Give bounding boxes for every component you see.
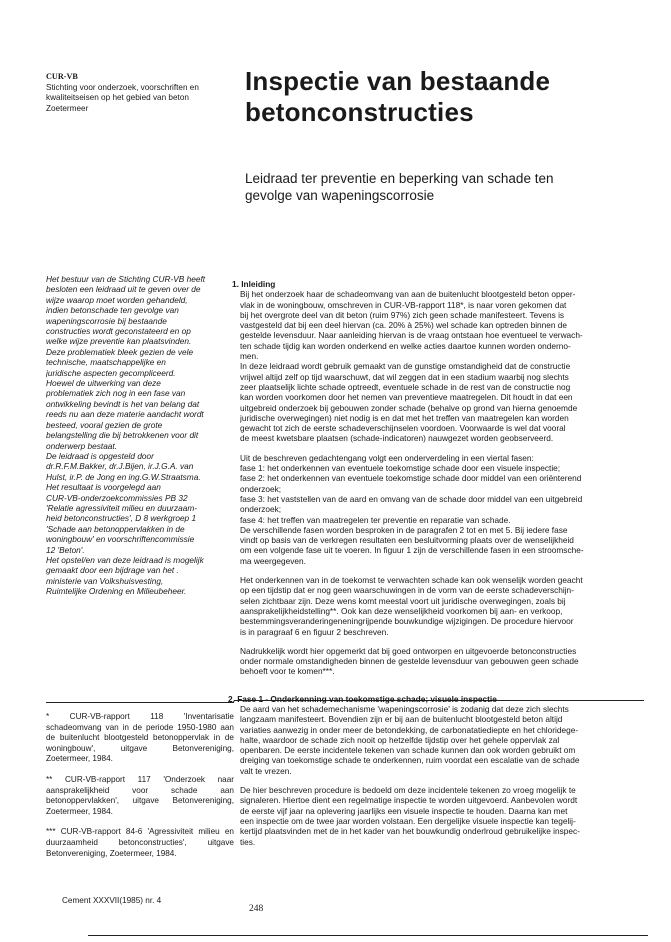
text-line: Hulst, ir.P. de Jong en ing.G.W.Straatsma. [46, 471, 201, 482]
text-line: heid betonconstructies', D 8 werkgroep 1 [46, 513, 197, 524]
text-line: vrijwel altijd zelf op tijd waarschuwt, dat wil zeggen dat in een stadium waarbij nog slechts [240, 371, 569, 382]
text-line: is in paragraaf 6 en figuur 2 beschreven. [240, 626, 389, 637]
text-line: 'Schade aan betonoppervlakken in de [46, 523, 185, 534]
text-line: De leidraad is opgesteld door [46, 450, 154, 461]
text-line: bestemmingsveranderingeneningrijpende bouwkundige wijzigingen. De procedure hiervoor [240, 616, 574, 627]
summary-lines [46, 274, 234, 597]
text-line: vastgesteld dat bij een deel hiervan (ca. 20% à 25%) wel schade kan optreden binnen de [240, 320, 568, 331]
text-line: De hier beschreven procedure is bedoeld om deze incidentele tekenen zo vroeg mogelijk te [240, 785, 576, 796]
text-line: juridische overwegingen) niet nodig is en dat met het treffen van maatregelen kan worden [240, 412, 569, 423]
title-line: betonconstructies [245, 97, 474, 127]
text-line: bij het overgrote deel van dit beton (ruim 97%) zich geen schade manifesteert. Tevens is [240, 309, 565, 320]
text-line: langzaam manifesteert. Bovendien zijn er bij aan de buitenlucht blootgesteld beton altijd [240, 714, 563, 725]
text-line: gewacht tot zich de eerste schadeverschijnselen voordoen. Voorwaarde is wel dat vooral [240, 423, 566, 434]
page-number: 248 [249, 904, 264, 914]
text-line: problematiek zich nog in een fase van [46, 388, 186, 399]
text-line: de meest kwetsbare plaatsen (schade-indicatoren) nauwgezet worden geobserveerd. [240, 433, 554, 444]
subtitle-line: Leidraad ter preventie en beperking van schade ten [245, 171, 554, 186]
text-line: In deze leidraad wordt gebruik gemaakt van de gunstige omstandigheid dat de constructie [240, 361, 571, 372]
summary-block [46, 274, 234, 597]
text-line: ten schade tijdig kan worden onderkend en welke acties daartoe kunnen worden onderno- [240, 340, 571, 351]
title-line: Inspectie van bestaande [245, 66, 551, 96]
text-line: Nadrukkelijk wordt hier opgemerkt dat bij goed ontworpen en uitgevoerde betonconstructies [240, 645, 577, 656]
text-line: welke wijze preventie kan plaatsvinden. [46, 336, 192, 347]
text-line: dreiging van toekomstige schade te onderkennen, ruim voordat een escalatie van de schade [240, 755, 580, 766]
text-line: openbaren. De eerste incidentele tekenen van schade kunnen dan ook worden gebruikt om [240, 745, 576, 756]
text-line: onderzoek; [240, 483, 282, 494]
text-line: ministerie van Volkshuisvesting, [46, 575, 164, 586]
text-line: op een tijdstip dat er nog geen waarschuwingen in de vorm van de eerste schadeverschijn- [240, 585, 574, 596]
organization-block [46, 72, 231, 114]
text-line: gestelde levensduur. Naar aanleiding hiervan is de vraag ontstaan hoe eventueel te verwach- [240, 330, 583, 341]
text-line: valt te vrezen. [240, 765, 292, 776]
paragraph [240, 785, 638, 847]
text-line: Uit de beschreven gedachtengang volgt een onderverdeling in een viertal fasen: [240, 452, 534, 463]
text-line: indien betonschade ten gevolge van [46, 305, 179, 316]
text-line: halte, waardoor de schade zich nooit op hetzelfde tijdstip over het gehele oppervlak zal [240, 734, 560, 745]
text-line: fase 2: het onderkennen van eventuele toekomstige schade door middel van een oriënterend [240, 473, 582, 484]
text-line: Hoewel de uitwerking van deze [46, 378, 161, 389]
text-line: belangstelling die bij betrokkenen voor dit [46, 430, 199, 441]
text-line: wapeningscorrosie bij bestaande [46, 315, 167, 326]
section-heading: 1. Inleiding [232, 279, 276, 289]
footnotes [46, 712, 234, 869]
text-line: Het onderkennen van in de toekomst te verwachten schade kan ook wenselijk worden geacht [240, 575, 583, 586]
footnote: ** CUR-VB-rapport 117 'Onderzoek naar aansprakelijkheid voor schade aan betonoppervlakken', uitgave Betonvereniging, Zoetermeer, 1984. [46, 774, 234, 816]
text-line: reeds nu aan deze materie aandacht wordt [46, 409, 204, 420]
text-line: onderwerp bestaat. [46, 440, 118, 451]
text-line: 12 'Beton'. [46, 544, 85, 555]
organization-name: CUR-VB [46, 72, 78, 81]
text-line: Het bestuur van de Stichting CUR-VB heeft [46, 274, 206, 284]
text-line: kertijd plaatsvinden met de in het kader van het bouwkundig onderlroud gebruikelijke inspec- [240, 826, 580, 837]
section-heading: 2. Fase 1 - Onderkenning van toekomstige schade; visuele inspectie [228, 693, 497, 704]
organization-line: Zoetermeer [46, 103, 89, 113]
text-line: ma weergegeven. [240, 555, 306, 566]
paragraph [240, 704, 638, 776]
text-line: technische, maatschappelijke en [46, 357, 166, 368]
footer-rule [88, 935, 648, 936]
text-line: besteed, vooral gezien de grote [46, 419, 163, 430]
text-line: een inspectie om de twee jaar worden volstaan. Een dergelijke visuele inspectie kan tegelij- [240, 815, 576, 826]
notes-divider [46, 702, 234, 703]
text-line: selen zichtbaar zijn. Deze wens komt meestal voort uit juridische overwegingen, zoals bij [240, 595, 566, 606]
paragraph [240, 575, 638, 637]
text-line: CUR-VB-onderzoekcommissies PB 32 [46, 492, 188, 503]
text-line: gemaakt door een bijdrage van het . [46, 565, 179, 576]
journal-reference: Cement XXXVII(1985) nr. 4 [62, 896, 162, 905]
text-line: zeer plaatselijk lichte schade optreedt, eventuele schade in de rest van de constructie nog [240, 381, 571, 392]
text-line: De aard van het schademechanisme 'wapeningscorrosie' is zodanig dat deze zich slechts [240, 703, 569, 714]
text-line: uitgebreid onderzoek bij gebouwen zonder schade (behalve op grond van hierna genoemde [240, 402, 578, 413]
text-line: signaleren. Hiertoe dient een regelmatige inspectie te worden uitgevoerd. Aanbevolen wordt [240, 795, 578, 806]
article-subtitle [245, 170, 645, 204]
text-line: fase 1: het onderkennen van eventuele toekomstige schade door een visuele inspectie; [240, 463, 561, 474]
text-line: onderzoek; [240, 504, 282, 515]
text-line: fase 4: het treffen van maatregelen ter preventie en reparatie van schade. [240, 514, 511, 525]
paragraph [240, 289, 638, 443]
footnote: * CUR-VB-rapport 118 'Inventarisatie schadeomvang van in de periode 1950-1980 aan de buitenlucht blootgesteld betonoppervlak in de woningbouw', uitgave Betonvereniging, Zoetermeer, 1984. [46, 712, 234, 764]
organization-line: Stichting voor onderzoek, voorschriften en [46, 82, 199, 92]
text-line: men. [240, 351, 259, 362]
text-line: De verschillende fasen worden besproken in de paragrafen 2 tot en met 5. Bij iedere fase [240, 524, 568, 535]
article-title [245, 66, 645, 128]
text-line: woningbouw' en voorschriftencommissie [46, 534, 195, 545]
text-line: constructies wordt geconstateerd en op [46, 326, 191, 337]
text-line: behoeft voor te komen***. [240, 666, 335, 677]
paragraph [240, 646, 638, 677]
text-line: om een volgende fase uit te voeren. In figuur 1 zijn de verschillende fasen in een stroomsche- [240, 545, 584, 556]
footnote: *** CUR-VB-rapport 84-6 'Agressiviteit milieu en duurzaamheid betonconstructies', uitgave Betonvereniging, Zoetermeer, 1984. [46, 827, 234, 858]
text-line: kan worden voorkomen door het nemen van preventieve maatregelen. Dit houdt in dat een [240, 392, 573, 403]
text-line: ontwikkeling bevindt is het van belang dat [46, 398, 200, 409]
text-line: onder normale omstandigheden binnen de gestelde levensduur van gebouwen geen schade [240, 656, 579, 667]
text-line: Bij het onderzoek haar de schadeomvang van aan de buitenlucht blootgesteld beton opper- [240, 289, 576, 300]
subtitle-line: gevolge van wapeningscorrosie [245, 188, 435, 203]
text-line: Het opstel/en van deze leidraad is mogelijk [46, 554, 204, 565]
text-line: ties. [240, 836, 256, 847]
text-line: de eerste vijf jaar na oplevering jaarlijks een visuele inspectie te houden. Daarna kan met [240, 805, 568, 816]
text-line: dr.R.F.M.Bakker, dr.J.Bijen, ir.J.G.A. van [46, 461, 194, 472]
paragraph [240, 453, 638, 566]
text-line: variaties aanwezig in onder meer de betondekking, de carbonatatiediepte en het chloridege- [240, 724, 579, 735]
text-line: juridische aspecten gecompliceerd. [46, 367, 176, 378]
text-line: wijze waarop moet worden gehandeld, [46, 294, 188, 305]
text-line: Ruimtelijke Ordening en Milieubeheer. [46, 586, 187, 597]
text-line: aansprakelijkheidstelling**. Ook kan deze wenselijkheid voorkomen bij aan- en verkoop, [240, 605, 563, 616]
text-line: vlak in de woningbouw, omschreven in CUR-VB-rapport 118*, is naar voren gekomen dat [240, 299, 567, 310]
text-line: Deze problematiek bleek gezien de vele [46, 346, 194, 357]
text-line: fase 3: het vaststellen van de aard en omvang van de schade door middel van een uitgebreid [240, 493, 583, 504]
organization-line: kwaliteitseisen op het gebied van beton [46, 93, 189, 102]
text-line: Het resultaat is voorgelegd aan [46, 482, 161, 493]
text-line: besloten een leidraad uit te geven over de [46, 284, 201, 295]
text-line: vindt op basis van de verkregen resultaten een besluitvorming plaats over de wenselijkheid [240, 535, 574, 546]
text-line: 'Relatie agressiviteit milieu en duurzaam- [46, 502, 197, 513]
article-body [228, 279, 638, 847]
